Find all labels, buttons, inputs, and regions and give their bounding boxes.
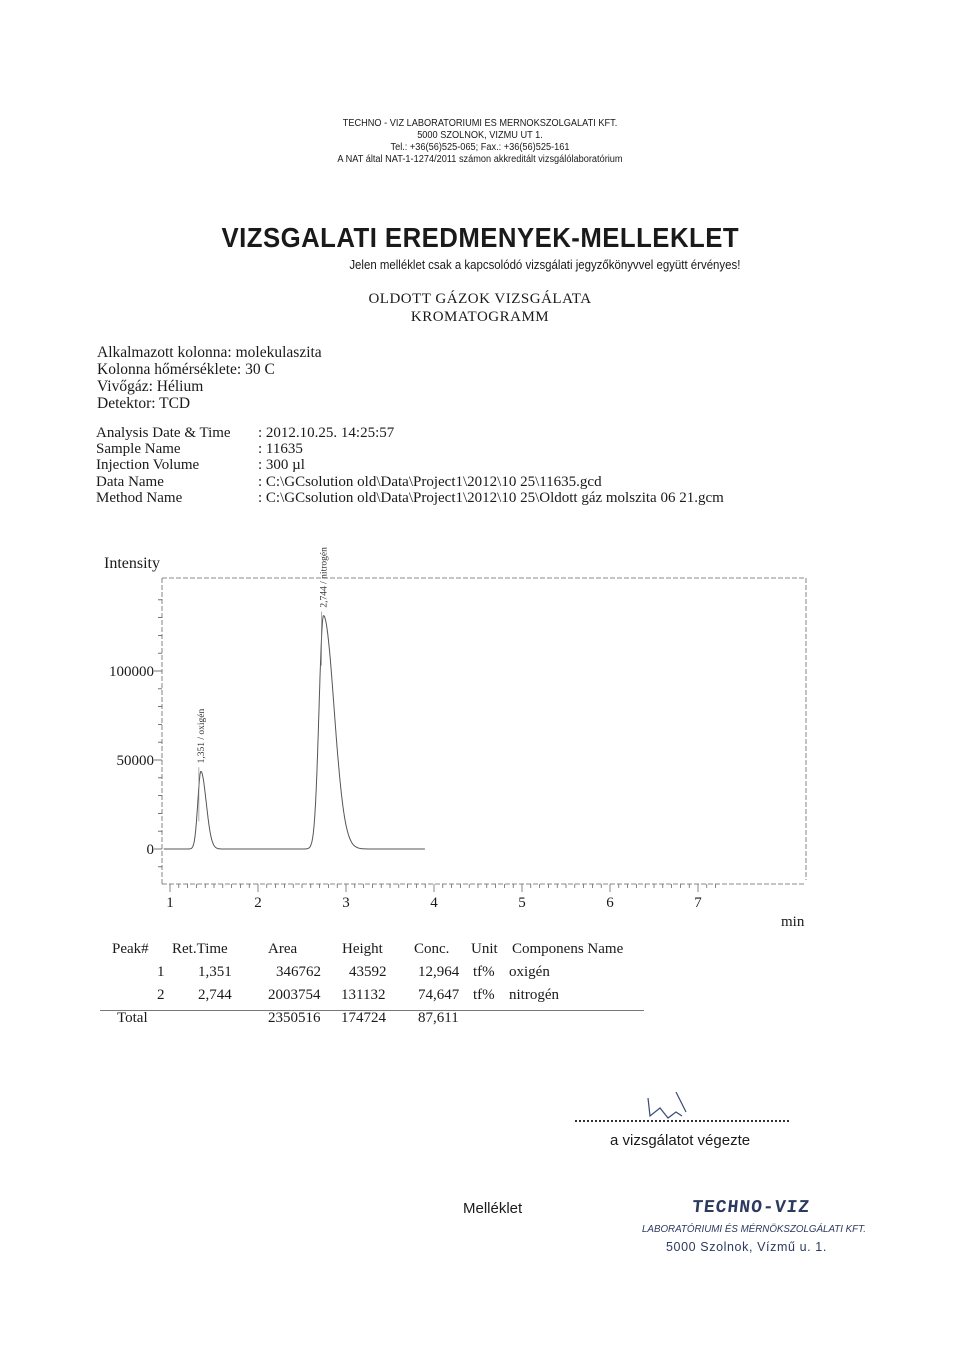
info-value: : C:\GCsolution old\Data\Project1\2012\10 25\11635.gcd <box>258 473 602 490</box>
section-title-line1: OLDOTT GÁZOK VIZSGÁLATA <box>368 291 592 307</box>
row1-area: 346762 <box>276 964 321 980</box>
row1-unit: tf% <box>473 964 495 980</box>
page-title <box>0 222 960 254</box>
company-stamp <box>640 1198 870 1258</box>
info-row-injection <box>96 457 724 473</box>
section-title-line2: KROMATOGRAMM <box>410 309 550 325</box>
x-ticks <box>162 884 806 911</box>
header-area: Area <box>268 941 298 957</box>
peak-labels <box>197 547 330 763</box>
row1-peak: 1 <box>157 964 165 980</box>
lab-accreditation: A NAT által NAT-1-1274/2011 számon akkreditált vizsgálólaboratórium <box>337 154 623 165</box>
header-ret-time: Ret.Time <box>172 941 228 957</box>
total-area: 2350516 <box>268 1010 321 1026</box>
info-row-method <box>96 490 724 506</box>
row1-height: 43592 <box>349 964 387 980</box>
header-conc: Conc. <box>414 941 450 957</box>
validity-note-text: Jelen melléklet csak a kapcsolódó vizsgálati jegyzőkönyvvel együtt érvényes! <box>348 257 740 272</box>
info-label: Analysis Date & Time <box>96 425 231 441</box>
row2-ret-time: 2,744 <box>198 987 232 1003</box>
signature-line <box>575 1120 789 1122</box>
x-tick-label: 7 <box>694 895 702 911</box>
signature-caption: a vizsgálatot végezte <box>610 1132 751 1149</box>
row1-ret-time: 1,351 <box>198 964 232 980</box>
y-ticks <box>109 600 162 867</box>
section-title <box>0 290 960 326</box>
x-axis-label: min <box>781 914 805 930</box>
stamp-address: 5000 Szolnok, Vízmű u. 1. <box>666 1240 827 1254</box>
plot-frame <box>162 578 806 884</box>
row2-unit: tf% <box>473 987 495 1003</box>
plot-frame-line <box>162 578 806 884</box>
annex-label: Melléklet <box>463 1200 523 1217</box>
stamp-company: TECHNO-VIZ <box>690 1198 812 1218</box>
row1-conc: 12,964 <box>418 964 460 980</box>
info-value: : 300 µl <box>258 457 305 474</box>
info-row-sample <box>96 441 724 457</box>
row2-height: 131132 <box>341 987 386 1003</box>
info-row-date <box>96 425 724 441</box>
total-conc: 87,611 <box>418 1010 459 1026</box>
y-tick-label: 100000 <box>109 664 154 680</box>
y-axis-label: Intensity <box>104 555 160 572</box>
info-label: Injection Volume <box>96 457 200 474</box>
condition-carrier-gas: Vivőgáz: Hélium <box>97 378 204 395</box>
y-tick-label: 0 <box>146 842 154 858</box>
analysis-info <box>96 425 724 506</box>
info-label: Data Name <box>96 473 164 490</box>
stamp-subtitle: LABORATÓRIUMI ÉS MÉRNÖKSZOLGÁLATI KFT. <box>642 1223 866 1235</box>
chromatogram <box>0 545 960 945</box>
info-value: : C:\GCsolution old\Data\Project1\2012\10 25\Oldott gáz molszita 06 21.gcm <box>258 489 724 506</box>
lab-address: 5000 SZOLNOK, VIZMU UT 1. <box>417 130 543 141</box>
total-label: Total <box>117 1010 148 1026</box>
signature-scribble <box>642 1090 702 1122</box>
header-height: Height <box>342 941 383 957</box>
column-conditions <box>97 344 322 412</box>
validity-note <box>240 257 740 272</box>
x-tick-label: 3 <box>342 895 350 911</box>
chromatogram-svg <box>0 545 960 945</box>
row1-component: oxigén <box>509 964 550 980</box>
row2-area: 2003754 <box>268 987 321 1003</box>
header-component: Componens Name <box>512 941 624 957</box>
condition-column: Alkalmazott kolonna: molekulaszita <box>97 344 322 361</box>
peak-label-oxygen: 1,351 / oxigén <box>196 708 207 764</box>
header-peak: Peak# <box>112 941 149 957</box>
x-tick-label: 4 <box>430 895 438 911</box>
x-tick-label: 1 <box>166 895 174 911</box>
info-row-data-name <box>96 474 724 490</box>
total-height: 174724 <box>341 1010 386 1026</box>
header-unit: Unit <box>471 941 498 957</box>
info-value: : 2012.10.25. 14:25:57 <box>258 425 395 441</box>
row2-conc: 74,647 <box>418 987 460 1003</box>
peak-label-nitrogen: 2,744 / nitrogén <box>319 547 330 608</box>
x-tick-label: 5 <box>518 895 526 911</box>
info-label: Sample Name <box>96 441 181 458</box>
x-tick-label: 6 <box>606 895 614 911</box>
lab-name: TECHNO - VIZ LABORATORIUMI ES MERNOKSZOLGALATI KFT. <box>342 118 618 129</box>
y-tick-label: 50000 <box>116 753 154 769</box>
condition-detector: Detektor: TCD <box>97 395 191 412</box>
info-value: : 11635 <box>258 441 303 458</box>
row2-component: nitrogén <box>509 987 559 1003</box>
page-title-text: VIZSGALATI EREDMENYEK-MELLEKLET <box>221 222 739 253</box>
x-tick-label: 2 <box>254 895 262 911</box>
info-label: Method Name <box>96 489 183 506</box>
row2-peak: 2 <box>157 987 165 1003</box>
lab-header <box>0 118 960 166</box>
lab-phone-fax: Tel.: +36(56)525-065; Fax.: +36(56)525-161 <box>390 142 570 153</box>
condition-temperature: Kolonna hőmérséklete: 30 C <box>97 361 275 378</box>
